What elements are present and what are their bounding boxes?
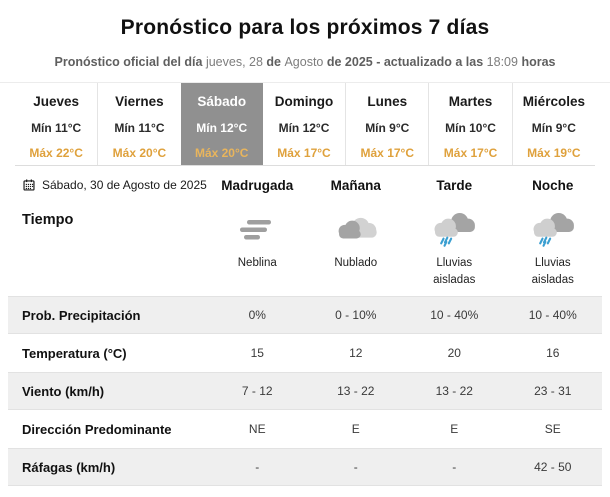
weather-cell-madrugada: [208, 202, 307, 272]
cell-value: 0 - 10%: [335, 308, 377, 322]
day-name: Viernes: [115, 94, 164, 109]
cell-value: 0%: [248, 308, 266, 322]
weather-row-label: Tiempo: [22, 212, 74, 228]
weather-caption: Lluvias aisladas: [433, 257, 476, 286]
day-tab-miercoles[interactable]: [512, 83, 595, 165]
weather-cell-noche: [504, 202, 603, 288]
day-max-temp: Máx 17°C: [360, 146, 415, 160]
cell-value: 23 - 31: [534, 384, 572, 398]
day-tab-lunes[interactable]: [345, 83, 428, 165]
day-tab-domingo[interactable]: [263, 83, 345, 165]
day-name: Lunes: [367, 94, 408, 109]
cell-value: 16: [546, 346, 560, 360]
weather-caption: Nublado: [334, 257, 378, 269]
day-name: Jueves: [33, 94, 80, 109]
subtitle-part: horas: [521, 55, 556, 69]
day-min-temp: Mín 9°C: [531, 121, 576, 135]
rain-icon: [530, 212, 576, 250]
subtitle-part: 18:09: [486, 55, 522, 69]
day-min-temp: Mín 12°C: [278, 121, 330, 135]
column-header-manana: Mañana: [330, 177, 381, 193]
weather-row: [0, 202, 610, 296]
day-tab-martes[interactable]: [428, 83, 511, 165]
cell-value: 13 - 22: [435, 384, 473, 398]
day-max-temp: Máx 19°C: [527, 146, 581, 160]
cell-value: NE: [248, 422, 266, 436]
cell-value: E: [450, 422, 459, 436]
day-min-temp: Mín 9°C: [365, 121, 410, 135]
day-tab-viernes[interactable]: [97, 83, 180, 165]
cloudy-icon: [333, 212, 379, 250]
column-header-madrugada: Madrugada: [221, 177, 294, 193]
day-name: Sábado: [197, 94, 247, 109]
cell-value: 42 - 50: [534, 460, 572, 474]
day-name: Martes: [448, 94, 493, 109]
column-header-tarde: Tarde: [436, 177, 473, 193]
cell-value: 10 - 40%: [430, 308, 479, 322]
cell-value: 20: [447, 346, 461, 360]
column-header-noche: Noche: [532, 177, 574, 193]
cell-value: 12: [349, 346, 363, 360]
cell-value: 10 - 40%: [528, 308, 577, 322]
row-label: Dirección Predominante: [22, 421, 172, 437]
cell-value: 13 - 22: [337, 384, 375, 398]
table-row-precipitation: [8, 296, 602, 334]
cell-value: -: [255, 460, 260, 474]
row-label: Temperatura (°C): [22, 345, 127, 361]
cell-value: 7 - 12: [241, 384, 273, 398]
subtitle-part: de: [266, 55, 285, 69]
table-row-gusts: [8, 448, 602, 486]
weather-caption: Lluvias aisladas: [531, 257, 574, 286]
day-name: Domingo: [274, 94, 334, 109]
row-label: Ráfagas (km/h): [22, 459, 116, 475]
weather-cell-tarde: [405, 202, 504, 288]
selected-date-text: Sábado, 30 de Agosto de 2025: [42, 178, 207, 192]
cell-value: -: [452, 460, 457, 474]
selected-date: [8, 178, 208, 192]
subtitle-part: de 2025: [326, 55, 377, 69]
day-min-temp: Mín 11°C: [31, 121, 82, 135]
detail-table-header: [0, 168, 610, 202]
subtitle-part: jueves, 28: [205, 55, 267, 69]
day-max-temp: Máx 17°C: [277, 146, 331, 160]
table-row-wind-direction: [0, 410, 610, 448]
weather-caption: Neblina: [237, 257, 277, 269]
fog-icon: [237, 212, 277, 250]
day-tab-jueves[interactable]: [15, 83, 97, 165]
cell-value: 15: [250, 346, 264, 360]
day-max-temp: Máx 20°C: [112, 146, 167, 160]
day-min-temp: Mín 10°C: [445, 121, 496, 135]
row-label: Prob. Precipitación: [22, 307, 141, 323]
cell-value: -: [353, 460, 358, 474]
row-label: Viento (km/h): [22, 383, 105, 399]
rain-icon: [431, 212, 477, 250]
day-min-temp: Mín 11°C: [114, 121, 165, 135]
day-selector-strip: [0, 82, 610, 166]
subtitle-part: Agosto: [284, 55, 327, 69]
table-row-wind: [8, 372, 602, 410]
day-max-temp: Máx 20°C: [194, 146, 249, 160]
subtitle-part: - actualizado a las: [376, 55, 487, 69]
day-min-temp: Mín 12°C: [196, 121, 248, 135]
day-max-temp: Máx 22°C: [29, 146, 83, 160]
forecast-subtitle: [0, 55, 610, 69]
day-max-temp: Máx 17°C: [443, 146, 498, 160]
page-title: Pronóstico para los próximos 7 días: [120, 16, 490, 39]
subtitle-part: Pronóstico oficial del día: [54, 55, 206, 69]
day-tab-sabado-selected[interactable]: [181, 83, 263, 165]
day-name: Miércoles: [522, 94, 585, 109]
cell-value: E: [351, 422, 360, 436]
table-row-temperature: [0, 334, 610, 372]
cell-value: SE: [544, 422, 561, 436]
calendar-icon: [22, 178, 36, 192]
weather-cell-manana: [307, 202, 406, 272]
